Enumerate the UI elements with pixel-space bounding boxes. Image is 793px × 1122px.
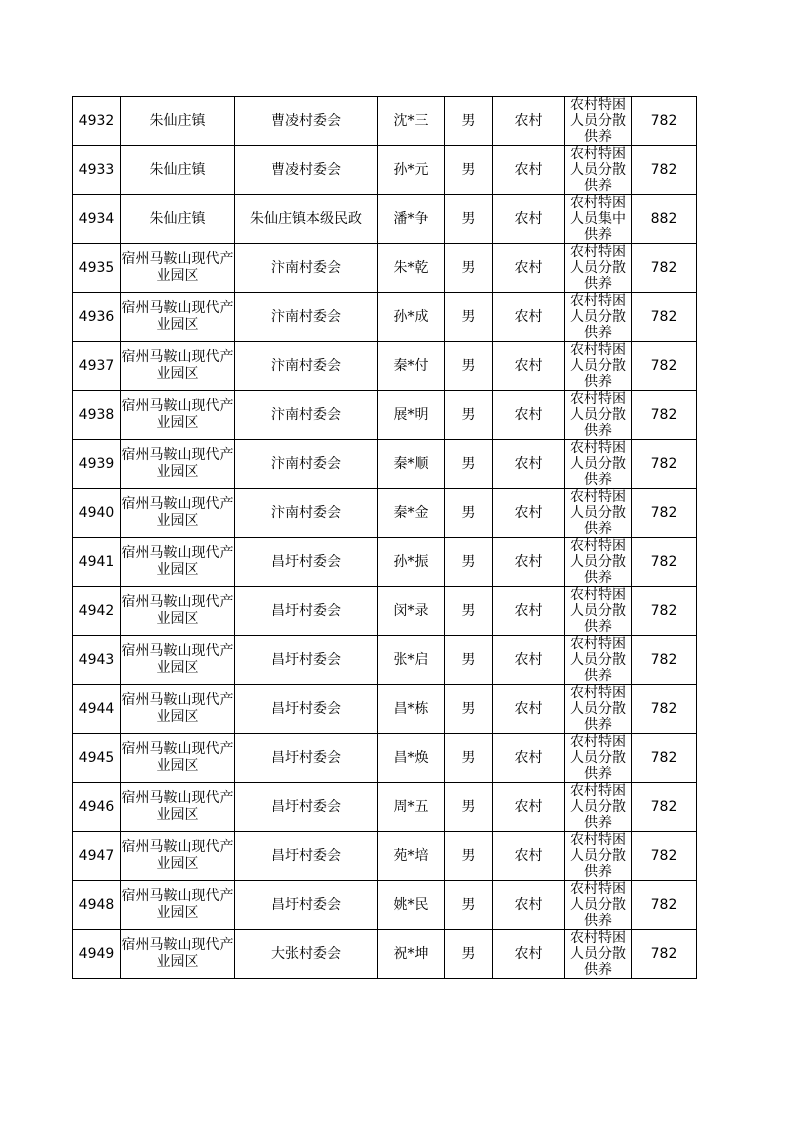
support-type-cell: [565, 587, 632, 636]
village-committee-cell: 大张村委会: [235, 930, 378, 979]
gender-cell: 男: [445, 930, 493, 979]
name-cell: 孙*振: [378, 538, 445, 587]
gender-cell: 男: [445, 636, 493, 685]
township-cell: 宿州马鞍山现代产业园区: [121, 832, 235, 881]
serial-number-cell: 4934: [73, 195, 121, 244]
amount-cell: 782: [632, 97, 697, 146]
gender-cell: 男: [445, 146, 493, 195]
amount-cell: 782: [632, 146, 697, 195]
serial-number-cell: 4940: [73, 489, 121, 538]
support-type-text: 农村特困人员分散供养: [570, 783, 626, 831]
support-type-cell: [565, 97, 632, 146]
amount-cell: 782: [632, 930, 697, 979]
support-type-text: 农村特困人员分散供养: [570, 538, 626, 586]
name-cell: 孙*元: [378, 146, 445, 195]
table-row: [73, 489, 697, 538]
area-cell: 农村: [493, 440, 565, 489]
support-type-cell: [565, 342, 632, 391]
support-type-text: 农村特困人员分散供养: [570, 391, 626, 439]
table-row: [73, 930, 697, 979]
support-type-text: 农村特困人员分散供养: [570, 440, 626, 488]
serial-number-cell: 4938: [73, 391, 121, 440]
area-cell: 农村: [493, 391, 565, 440]
township-cell: 宿州马鞍山现代产业园区: [121, 685, 235, 734]
serial-number-cell: 4937: [73, 342, 121, 391]
name-cell: 潘*争: [378, 195, 445, 244]
serial-number-cell: 4944: [73, 685, 121, 734]
township-cell: 宿州马鞍山现代产业园区: [121, 489, 235, 538]
area-cell: 农村: [493, 734, 565, 783]
table-row: [73, 881, 697, 930]
gender-cell: 男: [445, 489, 493, 538]
support-type-text: 农村特困人员分散供养: [570, 881, 626, 929]
support-type-text: 农村特困人员分散供养: [570, 587, 626, 635]
support-type-text: 农村特困人员分散供养: [570, 734, 626, 782]
area-cell: 农村: [493, 97, 565, 146]
serial-number-cell: 4946: [73, 783, 121, 832]
village-committee-cell: 昌圩村委会: [235, 587, 378, 636]
area-cell: 农村: [493, 489, 565, 538]
amount-cell: 782: [632, 489, 697, 538]
table-row: [73, 97, 697, 146]
gender-cell: 男: [445, 538, 493, 587]
gender-cell: 男: [445, 440, 493, 489]
gender-cell: 男: [445, 685, 493, 734]
gender-cell: 男: [445, 391, 493, 440]
serial-number-cell: 4941: [73, 538, 121, 587]
area-cell: 农村: [493, 293, 565, 342]
table-row: [73, 440, 697, 489]
amount-cell: 782: [632, 440, 697, 489]
township-cell: 宿州马鞍山现代产业园区: [121, 440, 235, 489]
village-committee-cell: 昌圩村委会: [235, 832, 378, 881]
area-cell: 农村: [493, 783, 565, 832]
support-type-text: 农村特困人员分散供养: [570, 97, 626, 145]
village-committee-cell: 朱仙庄镇本级民政: [235, 195, 378, 244]
village-committee-cell: 汴南村委会: [235, 342, 378, 391]
support-type-text: 农村特困人员分散供养: [570, 146, 626, 194]
records-table: [72, 96, 697, 979]
area-cell: 农村: [493, 930, 565, 979]
name-cell: 秦*金: [378, 489, 445, 538]
gender-cell: 男: [445, 244, 493, 293]
table-row: [73, 832, 697, 881]
township-cell: 宿州马鞍山现代产业园区: [121, 930, 235, 979]
area-cell: 农村: [493, 587, 565, 636]
table-row: [73, 685, 697, 734]
township-cell: 宿州马鞍山现代产业园区: [121, 538, 235, 587]
area-cell: 农村: [493, 342, 565, 391]
gender-cell: 男: [445, 293, 493, 342]
support-type-text: 农村特困人员分散供养: [570, 293, 626, 341]
table-row: [73, 391, 697, 440]
amount-cell: 782: [632, 538, 697, 587]
amount-cell: 782: [632, 587, 697, 636]
gender-cell: 男: [445, 97, 493, 146]
area-cell: 农村: [493, 244, 565, 293]
table-row: [73, 244, 697, 293]
support-type-text: 农村特困人员集中供养: [570, 195, 626, 243]
name-cell: 沈*三: [378, 97, 445, 146]
village-committee-cell: 昌圩村委会: [235, 636, 378, 685]
village-committee-cell: 汴南村委会: [235, 293, 378, 342]
serial-number-cell: 4932: [73, 97, 121, 146]
amount-cell: 782: [632, 636, 697, 685]
township-cell: 宿州马鞍山现代产业园区: [121, 783, 235, 832]
village-committee-cell: 昌圩村委会: [235, 783, 378, 832]
area-cell: 农村: [493, 538, 565, 587]
serial-number-cell: 4942: [73, 587, 121, 636]
township-cell: 宿州马鞍山现代产业园区: [121, 734, 235, 783]
name-cell: 张*启: [378, 636, 445, 685]
table-row: [73, 293, 697, 342]
name-cell: 孙*成: [378, 293, 445, 342]
gender-cell: 男: [445, 195, 493, 244]
village-committee-cell: 曹凌村委会: [235, 97, 378, 146]
village-committee-cell: 汴南村委会: [235, 489, 378, 538]
name-cell: 周*五: [378, 783, 445, 832]
support-type-cell: [565, 391, 632, 440]
name-cell: 昌*栋: [378, 685, 445, 734]
serial-number-cell: 4936: [73, 293, 121, 342]
township-cell: 宿州马鞍山现代产业园区: [121, 636, 235, 685]
serial-number-cell: 4945: [73, 734, 121, 783]
serial-number-cell: 4935: [73, 244, 121, 293]
amount-cell: 782: [632, 244, 697, 293]
township-cell: 宿州马鞍山现代产业园区: [121, 587, 235, 636]
support-type-text: 农村特困人员分散供养: [570, 685, 626, 733]
support-type-text: 农村特困人员分散供养: [570, 489, 626, 537]
support-type-cell: [565, 930, 632, 979]
table-row: [73, 636, 697, 685]
township-cell: 宿州马鞍山现代产业园区: [121, 342, 235, 391]
serial-number-cell: 4947: [73, 832, 121, 881]
table-row: [73, 195, 697, 244]
gender-cell: 男: [445, 587, 493, 636]
support-type-cell: [565, 538, 632, 587]
support-type-cell: [565, 440, 632, 489]
village-committee-cell: 汴南村委会: [235, 440, 378, 489]
name-cell: 祝*坤: [378, 930, 445, 979]
area-cell: 农村: [493, 881, 565, 930]
name-cell: 姚*民: [378, 881, 445, 930]
support-type-text: 农村特困人员分散供养: [570, 244, 626, 292]
table-row: [73, 783, 697, 832]
support-type-text: 农村特困人员分散供养: [570, 832, 626, 880]
gender-cell: 男: [445, 881, 493, 930]
area-cell: 农村: [493, 195, 565, 244]
amount-cell: 782: [632, 783, 697, 832]
support-type-cell: [565, 636, 632, 685]
name-cell: 朱*乾: [378, 244, 445, 293]
village-committee-cell: 昌圩村委会: [235, 538, 378, 587]
area-cell: 农村: [493, 832, 565, 881]
name-cell: 秦*顺: [378, 440, 445, 489]
table-row: [73, 538, 697, 587]
village-committee-cell: 汴南村委会: [235, 391, 378, 440]
support-type-text: 农村特困人员分散供养: [570, 930, 626, 978]
amount-cell: 782: [632, 832, 697, 881]
gender-cell: 男: [445, 832, 493, 881]
support-type-text: 农村特困人员分散供养: [570, 636, 626, 684]
name-cell: 昌*焕: [378, 734, 445, 783]
serial-number-cell: 4948: [73, 881, 121, 930]
amount-cell: 782: [632, 293, 697, 342]
name-cell: 秦*付: [378, 342, 445, 391]
area-cell: 农村: [493, 685, 565, 734]
amount-cell: 782: [632, 685, 697, 734]
support-type-cell: [565, 685, 632, 734]
area-cell: 农村: [493, 636, 565, 685]
township-cell: 宿州马鞍山现代产业园区: [121, 391, 235, 440]
amount-cell: 782: [632, 391, 697, 440]
township-cell: 朱仙庄镇: [121, 146, 235, 195]
township-cell: 宿州马鞍山现代产业园区: [121, 881, 235, 930]
name-cell: 闵*录: [378, 587, 445, 636]
village-committee-cell: 昌圩村委会: [235, 734, 378, 783]
village-committee-cell: 昌圩村委会: [235, 881, 378, 930]
support-type-cell: [565, 881, 632, 930]
support-type-cell: [565, 489, 632, 538]
gender-cell: 男: [445, 342, 493, 391]
amount-cell: 782: [632, 881, 697, 930]
support-type-cell: [565, 195, 632, 244]
table-row: [73, 587, 697, 636]
area-cell: 农村: [493, 146, 565, 195]
serial-number-cell: 4933: [73, 146, 121, 195]
support-type-cell: [565, 293, 632, 342]
serial-number-cell: 4943: [73, 636, 121, 685]
township-cell: 宿州马鞍山现代产业园区: [121, 293, 235, 342]
village-committee-cell: 曹凌村委会: [235, 146, 378, 195]
village-committee-cell: 昌圩村委会: [235, 685, 378, 734]
table-body: [73, 97, 697, 979]
table-row: [73, 342, 697, 391]
amount-cell: 782: [632, 734, 697, 783]
amount-cell: 782: [632, 342, 697, 391]
support-type-cell: [565, 244, 632, 293]
serial-number-cell: 4949: [73, 930, 121, 979]
support-type-cell: [565, 832, 632, 881]
village-committee-cell: 汴南村委会: [235, 244, 378, 293]
support-type-text: 农村特困人员分散供养: [570, 342, 626, 390]
amount-cell: 882: [632, 195, 697, 244]
serial-number-cell: 4939: [73, 440, 121, 489]
support-type-cell: [565, 146, 632, 195]
table-row: [73, 146, 697, 195]
name-cell: 苑*培: [378, 832, 445, 881]
name-cell: 展*明: [378, 391, 445, 440]
support-type-cell: [565, 783, 632, 832]
township-cell: 宿州马鞍山现代产业园区: [121, 244, 235, 293]
table-row: [73, 734, 697, 783]
township-cell: 朱仙庄镇: [121, 97, 235, 146]
township-cell: 朱仙庄镇: [121, 195, 235, 244]
gender-cell: 男: [445, 734, 493, 783]
gender-cell: 男: [445, 783, 493, 832]
support-type-cell: [565, 734, 632, 783]
